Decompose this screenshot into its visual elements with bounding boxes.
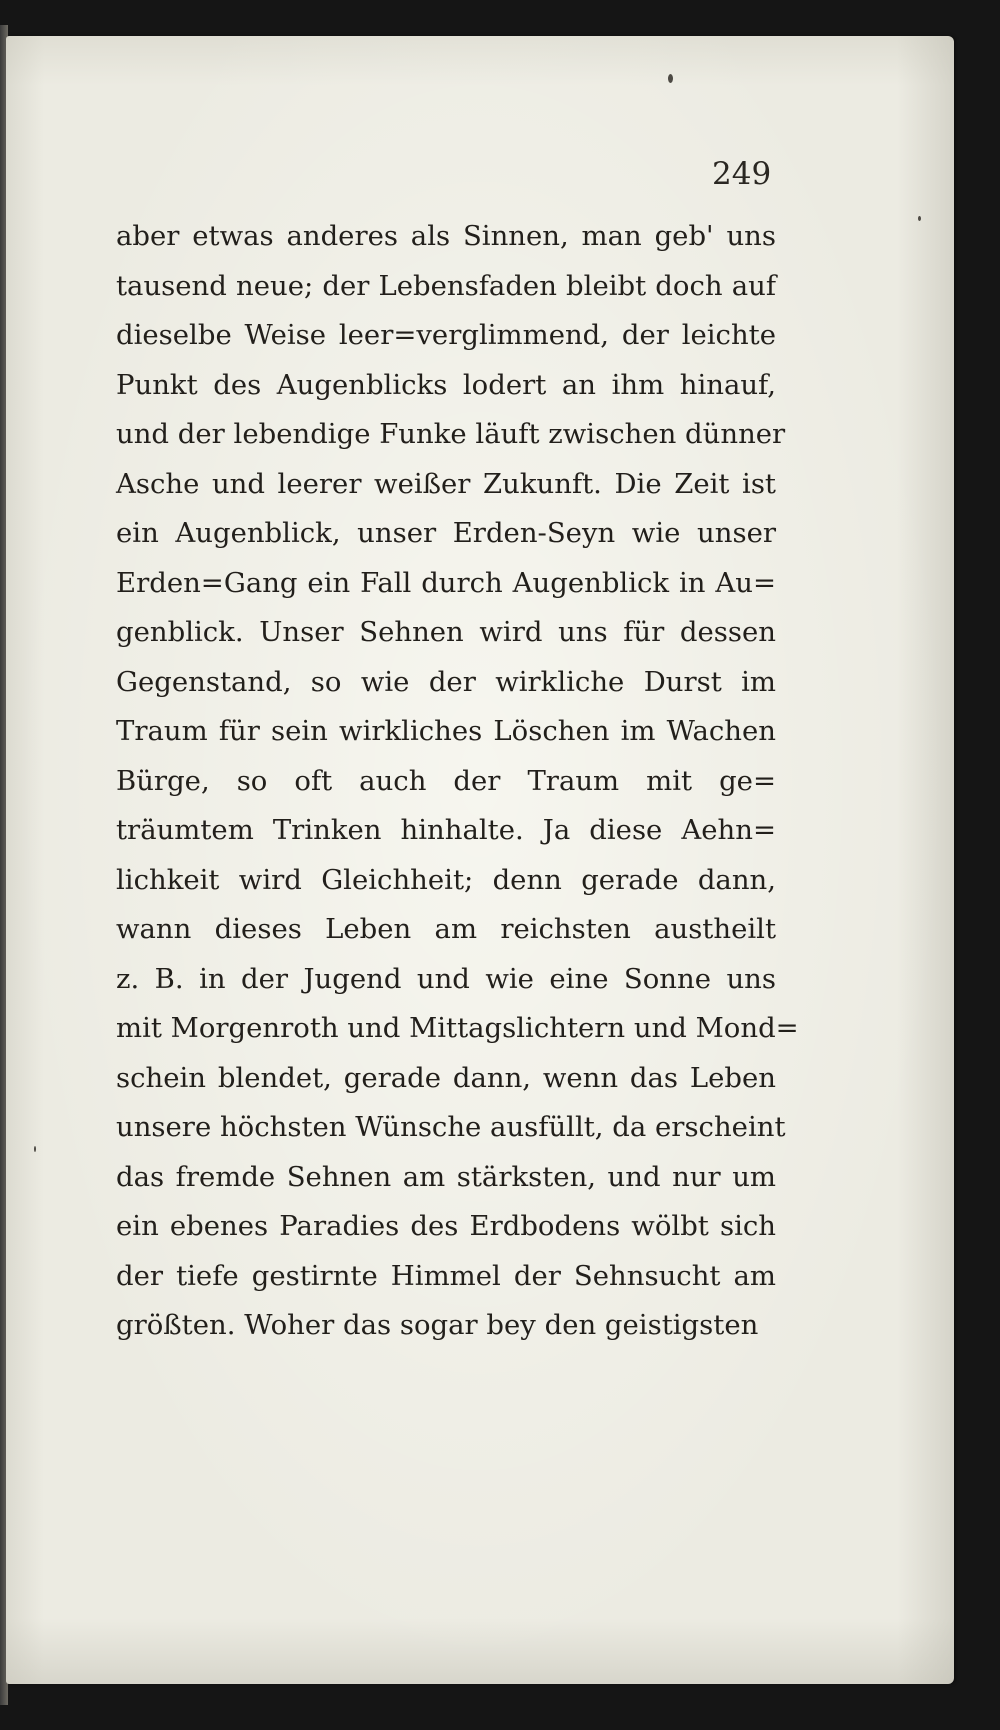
page-number: 249 <box>712 156 772 192</box>
text-line: genblick. Unser Sehnen wird uns für dessen <box>116 616 776 648</box>
paper-speck <box>918 216 921 221</box>
body-text <box>116 212 799 1351</box>
text-line: Bürge, so oft auch der Traum mit ge= <box>116 764 776 797</box>
text-line: ein ebenes Paradies des Erdbodens wölbt sich <box>116 1210 776 1242</box>
text-line: lichkeit wird Gleichheit; denn gerade dann, <box>116 863 776 896</box>
text-line: Erden=Gang ein Fall durch Augenblick in Au= <box>116 566 776 599</box>
text-line: der tiefe gestirnte Himmel der Sehnsucht am <box>116 1259 776 1292</box>
text-line: Punkt des Augenblicks lodert an ihm hinauf, <box>116 368 776 401</box>
paper-speck <box>668 74 673 83</box>
text-line: unsere höchsten Wünsche ausfüllt, da erscheint <box>116 1111 786 1143</box>
text-line: aber etwas anderes als Sinnen, man geb' uns <box>116 220 776 252</box>
text-line: mit Morgenroth und Mittagslichtern und Mond= <box>116 1012 799 1044</box>
text-line: ein Augenblick, unser Erden-Seyn wie unser <box>116 517 776 549</box>
text-line: größten. Woher das sogar bey den geistigsten <box>116 1309 759 1341</box>
text-line: Asche und leerer weißer Zukunft. Die Zeit ist <box>116 467 776 500</box>
text-line: dieselbe Weise leer=verglimmend, der leichte <box>116 319 776 351</box>
text-line: wann dieses Leben am reichsten austheilt <box>116 913 776 945</box>
text-line: das fremde Sehnen am stärksten, und nur um <box>116 1160 776 1193</box>
book-page <box>6 36 954 1684</box>
text-line: z. B. in der Jugend und wie eine Sonne uns <box>116 962 776 995</box>
text-line: schein blendet, gerade dann, wenn das Leben <box>116 1061 776 1094</box>
text-line: tausend neue; der Lebensfaden bleibt doch auf <box>116 269 776 302</box>
text-line: und der lebendige Funke läuft zwischen dünner <box>116 418 786 450</box>
text-line: Gegenstand, so wie der wirkliche Durst im <box>116 665 776 698</box>
text-line: träumtem Trinken hinhalte. Ja diese Aehn= <box>116 814 776 846</box>
text-line: Traum für sein wirkliches Löschen im Wachen <box>116 715 776 747</box>
paper-speck <box>34 1146 36 1152</box>
